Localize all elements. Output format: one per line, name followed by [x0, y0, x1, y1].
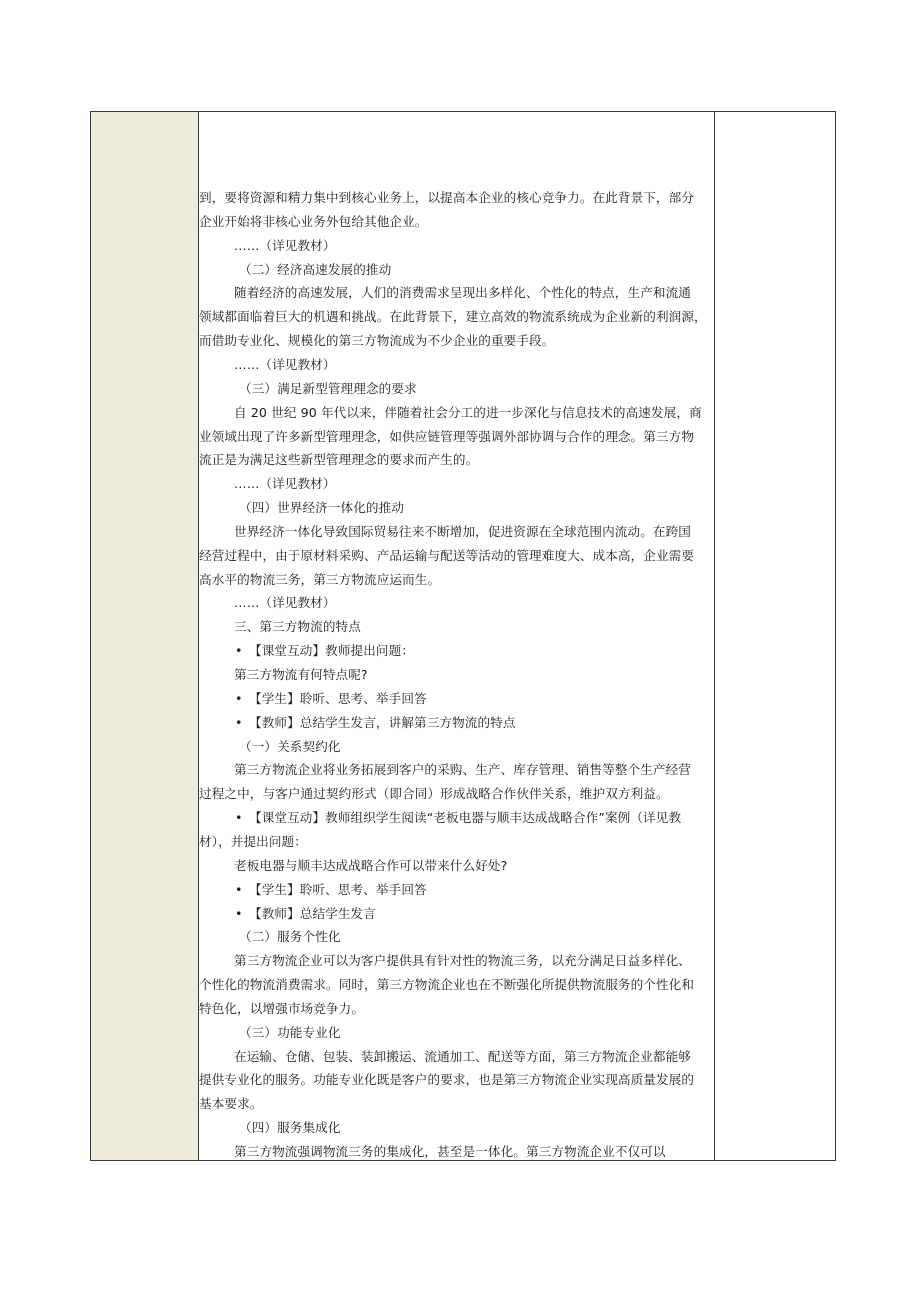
line-text: 随着经济的高速发展，人们的消费需求呈现出多样化、个性化的特点，生产和流通	[234, 285, 691, 301]
text-line	[199, 353, 715, 377]
text-line	[199, 1021, 715, 1045]
line-text: （三）满足新型管理理念的要求	[239, 380, 417, 396]
text-line	[199, 258, 715, 282]
text-line	[199, 615, 715, 639]
line-text: （三）功能专业化	[239, 1024, 341, 1040]
text-line	[199, 1116, 715, 1140]
text-line	[199, 401, 715, 425]
bullet-icon: •	[235, 643, 243, 659]
line-text: 自 20 世纪 90 年代以来，伴随着社会分工的进一步深化与信息技术的高速发展，商	[234, 404, 702, 420]
line-text: 高水平的物流三务，第三方物流应运而生。	[199, 571, 441, 587]
line-text: 【课堂互动】教师组织学生阅读“老板电器与顺丰达成战略合作”案例（详见教	[249, 810, 682, 826]
text-line	[199, 305, 715, 329]
line-text: 材），并提出问题：	[199, 833, 307, 849]
line-text: ……（详见教材）	[234, 595, 336, 611]
line-text: 流正是为满足这些新型管理理念的要求而产生的。	[199, 452, 479, 468]
line-text: 提供专业化的服务。功能专业化既是客户的要求，也是第三方物流企业实现高质量发展的	[199, 1072, 695, 1088]
line-text: ……（详见教材）	[234, 476, 336, 492]
text-line	[199, 329, 715, 353]
line-text: （四）世界经济一体化的推动	[239, 500, 405, 516]
bullet-item	[199, 902, 715, 926]
text-line	[199, 1068, 715, 1092]
line-text: 三、第三方物流的特点	[234, 619, 361, 635]
line-text: 【教师】总结学生发言	[249, 905, 376, 921]
text-line	[199, 544, 715, 568]
text-line	[199, 735, 715, 759]
bullet-icon: •	[235, 714, 243, 730]
line-text: 【教师】总结学生发言，讲解第三方物流的特点	[249, 714, 516, 730]
bullet-item	[199, 639, 715, 663]
text-line	[199, 186, 715, 210]
line-text: 过程之中，与客户通过契约形式（即合同）形成战略合作伙伴关系，维护双方利益。	[199, 786, 669, 802]
content-column-cell	[199, 112, 715, 1160]
text-line	[199, 925, 715, 949]
text-line	[199, 448, 715, 472]
text-line	[199, 949, 715, 973]
line-text: 领域都面临着巨大的机遇和挑战。在此背景下，建立高效的物流系统成为企业新的利润源，	[199, 309, 707, 325]
line-text: 个性化的物流消费需求。同时，第三方物流企业也在不断强化所提供物流服务的个性化和	[199, 977, 695, 993]
text-line	[199, 377, 715, 401]
line-text: 经营过程中，由于原材料采购、产品运输与配送等活动的管理难度大、成本高，企业需要	[199, 547, 695, 563]
text-line	[199, 1140, 715, 1160]
left-column-cell	[91, 112, 199, 1160]
line-text: 老板电器与顺丰达成战略合作可以带来什么好处?	[234, 857, 508, 873]
line-text: 到，要将资源和精力集中到核心业务上，以提高本企业的核心竞争力。在此背景下，部分	[199, 190, 695, 205]
line-text: 第三方物流有何特点呢?	[234, 667, 368, 682]
line-text: （四）服务集成化	[239, 1120, 341, 1136]
bullet-icon: •	[235, 810, 243, 826]
line-text: 基本要求。	[199, 1096, 263, 1112]
bullet-item	[199, 806, 715, 830]
text-line	[199, 281, 715, 305]
bullet-icon: •	[235, 881, 243, 897]
text-line	[199, 997, 715, 1021]
line-text: （一）关系契约化	[239, 738, 341, 754]
text-line	[199, 425, 715, 449]
bullet-item	[199, 878, 715, 902]
bullet-icon: •	[235, 905, 243, 921]
text-line	[199, 496, 715, 520]
line-text: ……（详见教材）	[234, 237, 336, 253]
line-text: 【课堂互动】教师提出问题：	[249, 643, 415, 659]
bullet-item	[199, 711, 715, 735]
line-text: 企业开始将非核心业务外包给其他企业。	[199, 213, 428, 229]
text-line	[199, 854, 715, 878]
lesson-table	[90, 111, 836, 1161]
line-text: 特色化，以增强市场竞争力。	[199, 1000, 365, 1016]
bullet-icon: •	[235, 690, 243, 706]
line-text: 【学生】聆听、思考、举手回答	[249, 881, 427, 897]
text-line	[199, 782, 715, 806]
line-text: 业领域出现了许多新型管理理念，如供应链管理等强调外部协调与合作的理念。第三方物	[199, 428, 695, 444]
text-line	[199, 472, 715, 496]
text-line	[199, 830, 715, 854]
text-line	[199, 1045, 715, 1069]
text-line	[199, 973, 715, 997]
line-text: 世界经济一体化导致国际贸易往来不断增加，促进资源在全球范围内流动。在跨国	[234, 523, 691, 539]
line-text: 第三方物流企业可以为客户提供具有针对性的物流三务，以充分满足日益多样化、	[234, 953, 691, 969]
right-column-cell	[715, 112, 836, 1160]
text-line	[199, 1092, 715, 1116]
line-text: 第三方物流企业将业务拓展到客户的采购、生产、库存管理、销售等整个生产经营	[234, 762, 691, 778]
line-text: （二）经济高速发展的推动	[239, 261, 392, 277]
text-line	[199, 568, 715, 592]
text-line	[199, 591, 715, 615]
text-line	[199, 520, 715, 544]
text-line	[199, 758, 715, 782]
bullet-item	[199, 687, 715, 711]
line-text: 第三方物流强调物流三务的集成化，甚至是一体化。第三方物流企业不仅可以	[234, 1144, 666, 1159]
text-line	[199, 234, 715, 258]
text-line	[199, 210, 715, 234]
line-text: 在运输、仓储、包装、装卸搬运、流通加工、配送等方面，第三方物流企业都能够	[234, 1048, 691, 1064]
text-line	[199, 663, 715, 687]
line-text: ……（详见教材）	[234, 356, 336, 372]
line-text: 【学生】聆听、思考、举手回答	[249, 690, 427, 706]
line-text: （二）服务个性化	[239, 929, 341, 945]
line-text: 而借助专业化、规模化的第三方物流成为不少企业的重要手段。	[199, 333, 555, 349]
